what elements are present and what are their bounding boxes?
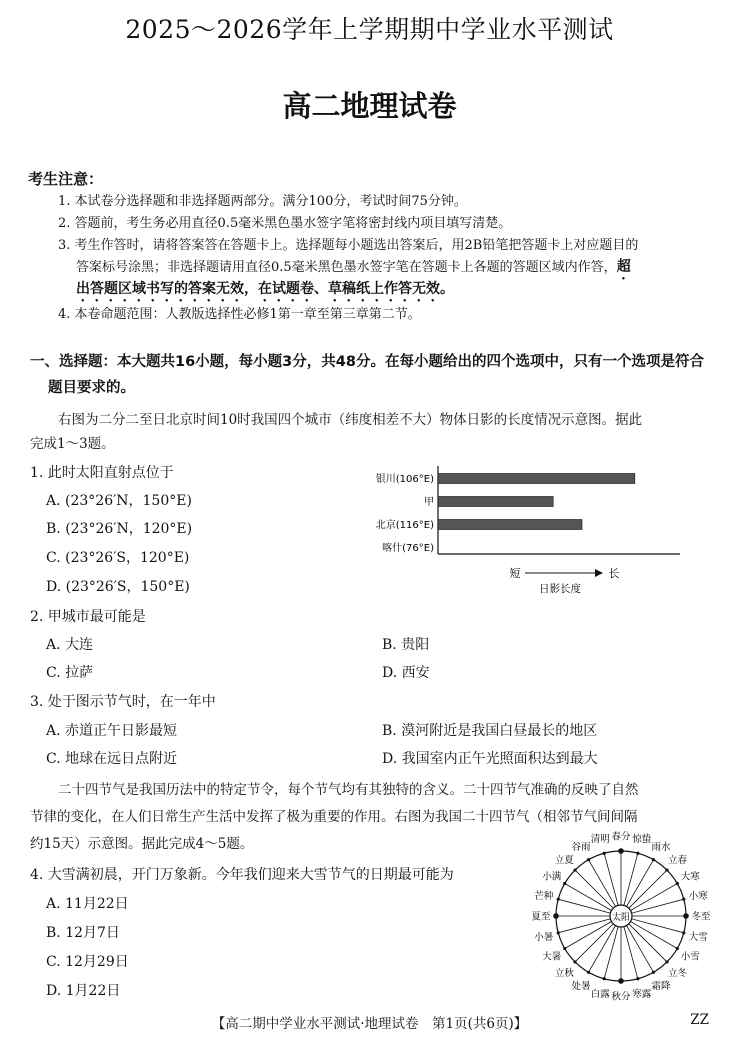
q4-option-c: C. 12月29日: [46, 954, 129, 970]
term-point: [665, 868, 668, 871]
term-label: 清明: [590, 834, 610, 846]
term-point: [652, 858, 655, 861]
category-label: 喀什(76°E): [382, 543, 434, 554]
term-label: 谷雨: [571, 842, 591, 854]
shadow-bar: [438, 474, 635, 484]
question-3-stem: 3. 处于图示节气时，在一年中: [30, 694, 216, 710]
term-point: [573, 868, 576, 871]
intro-1: 右图为二分二至日北京时间10时我国四个城市（纬度相差不大）物体日影的长度情况示意图。据此: [58, 412, 643, 428]
term-point: [676, 947, 679, 950]
question-4-stem: 4. 大雪满初晨，开门万象新。今年我们迎来大雪节气的日期最可能为: [30, 867, 454, 883]
q1-option-b: B. (23°26′N，120°E): [46, 521, 193, 537]
category-label: 北京(116°E): [375, 520, 434, 531]
q4-option-a: A. 11月22日: [46, 896, 129, 912]
term-point: [563, 882, 566, 885]
term-point: [587, 858, 590, 861]
term-point: [573, 960, 576, 963]
axis-arrow-head: [595, 569, 603, 577]
term-label: 小暑: [534, 932, 554, 944]
category-label: 银川(106°E): [375, 474, 434, 485]
chart-bars: [438, 474, 635, 530]
term-label: 芒种: [534, 890, 554, 902]
term-label: 秋分: [611, 991, 631, 1003]
term-label: 立秋: [554, 968, 574, 980]
shadow-bar: [438, 497, 553, 507]
notice-item-3: 3. 考生作答时，请将答案答在答题卡上。选择题每小题选出答案后，用2B铅笔把答题卡上对应题目的: [58, 238, 639, 253]
term-point: [618, 848, 624, 854]
term-label: 寒露: [632, 988, 652, 1000]
term-label: 夏至: [531, 911, 551, 923]
term-label: 大暑: [542, 951, 562, 963]
chart-category-labels: [376, 472, 434, 554]
term-point: [587, 971, 590, 974]
term-point: [603, 852, 606, 855]
term-point: [682, 898, 685, 901]
term-point: [563, 947, 566, 950]
shadow-length-chart: [360, 462, 690, 597]
notice-title: 考生注意：: [28, 170, 104, 188]
q4-option-b: B. 12月7日: [46, 925, 120, 941]
term-label: 立夏: [554, 854, 574, 866]
term-point: [557, 898, 560, 901]
term-point: [683, 913, 689, 919]
shadow-bar: [438, 520, 582, 530]
section-heading: 一、选择题：本大题共16小题，每小题3分，共48分。在每小题给出的四个选项中，只有一个选项是符合: [30, 354, 704, 370]
term-point: [557, 931, 560, 934]
page-footer: 【高二期中学业水平测试·地理试卷 第1页(共6页)】: [211, 1016, 528, 1032]
term-label: 霜降: [651, 980, 671, 992]
q2-option-c: C. 拉萨: [46, 665, 94, 681]
q4-option-d: D. 1月22日: [46, 983, 121, 999]
term-label: 小雪: [680, 951, 700, 963]
intro-2-line-1: 二十四节气是我国历法中的特定节令，每个节气均有其独特的含义。二十四节气准确的反映了自然: [58, 782, 639, 798]
intro-2-line-2: 节律的变化，在人们日常生产生活中发挥了极为重要的作用。右图为我国二十四节气（相邻节气间间隔: [30, 809, 638, 825]
term-label: 白露: [590, 988, 610, 1000]
term-label: 雨水: [651, 842, 671, 854]
q3-option-c: C. 地球在远日点附近: [46, 751, 178, 767]
term-label: 冬至: [691, 911, 711, 923]
term-label: 立春: [668, 854, 688, 866]
notice-emphasis: 出答题区域书写的答案无效，在试题卷、草稿纸上作答无效。: [76, 281, 454, 297]
q1-option-c: C. (23°26′S，120°E): [46, 550, 190, 566]
question-2-stem: 2. 甲城市最可能是: [30, 609, 146, 625]
q1-option-d: D. (23°26′S，150°E): [46, 579, 190, 595]
exam-subtitle: 高二地理试卷: [282, 89, 457, 123]
section-heading-cont: 题目要求的。: [48, 380, 135, 396]
notice-item-3-line2: 答案标号涂黑；非选择题请用直径0.5毫米黑色墨水签字笔在答题卡上各题的答题区域内作答，: [76, 260, 617, 275]
term-point: [676, 882, 679, 885]
notice-item-1: 1. 本试卷分选择题和非选择题两部分。满分100分，考试时间75分钟。: [58, 194, 467, 209]
footer-code: ZZ: [690, 1012, 709, 1028]
term-point: [682, 931, 685, 934]
term-label: 处暑: [571, 980, 591, 992]
x-axis-title: 日影长度: [539, 583, 581, 595]
notice-item-4: 4. 本卷命题范围：人教版选择性必修1第一章至第三章第二节。: [58, 307, 421, 322]
term-label: 大寒: [680, 871, 700, 883]
category-label: 甲: [424, 497, 434, 508]
question-1-stem: 1. 此时太阳直射点位于: [30, 465, 174, 481]
intro-1-cont: 完成1～3题。: [30, 436, 115, 452]
notice-item-2: 2. 答题前，考生务必用直径0.5毫米黑色墨水签字笔将密封线内项目填写清楚。: [58, 216, 512, 231]
exam-title: 2025～2026学年上学期期中学业水平测试: [125, 15, 614, 44]
term-label: 惊蛰: [632, 834, 652, 846]
solar-terms-diagram: [527, 830, 727, 1006]
term-point: [553, 913, 559, 919]
q2-option-d: D. 西安: [382, 665, 430, 681]
term-point: [665, 960, 668, 963]
q2-option-b: B. 贵阳: [382, 637, 430, 653]
term-point: [618, 978, 624, 984]
term-label: 立冬: [668, 968, 688, 980]
intro-2-line-3: 约15天）示意图。据此完成4～5题。: [30, 836, 254, 852]
term-point: [603, 977, 606, 980]
term-point: [652, 971, 655, 974]
q3-option-d: D. 我国室内正午光照面积达到最大: [382, 751, 598, 767]
term-point: [636, 852, 639, 855]
notice-emphasis-start: 超: [616, 259, 631, 275]
q3-option-b: B. 漠河附近是我国白昼最长的地区: [382, 723, 598, 739]
q1-option-a: A. (23°26′N，150°E): [46, 493, 192, 509]
axis-short-label: 短: [509, 567, 521, 580]
term-point: [636, 977, 639, 980]
term-label: 大雪: [688, 932, 708, 944]
sun-label: 太阳: [611, 913, 631, 923]
term-label: 小寒: [688, 890, 708, 902]
term-label: 春分: [611, 831, 631, 843]
q2-option-a: A. 大连: [46, 637, 94, 653]
term-label: 小满: [542, 871, 562, 883]
q3-option-a: A. 赤道正午日影最短: [46, 723, 178, 739]
axis-long-label: 长: [608, 567, 620, 580]
